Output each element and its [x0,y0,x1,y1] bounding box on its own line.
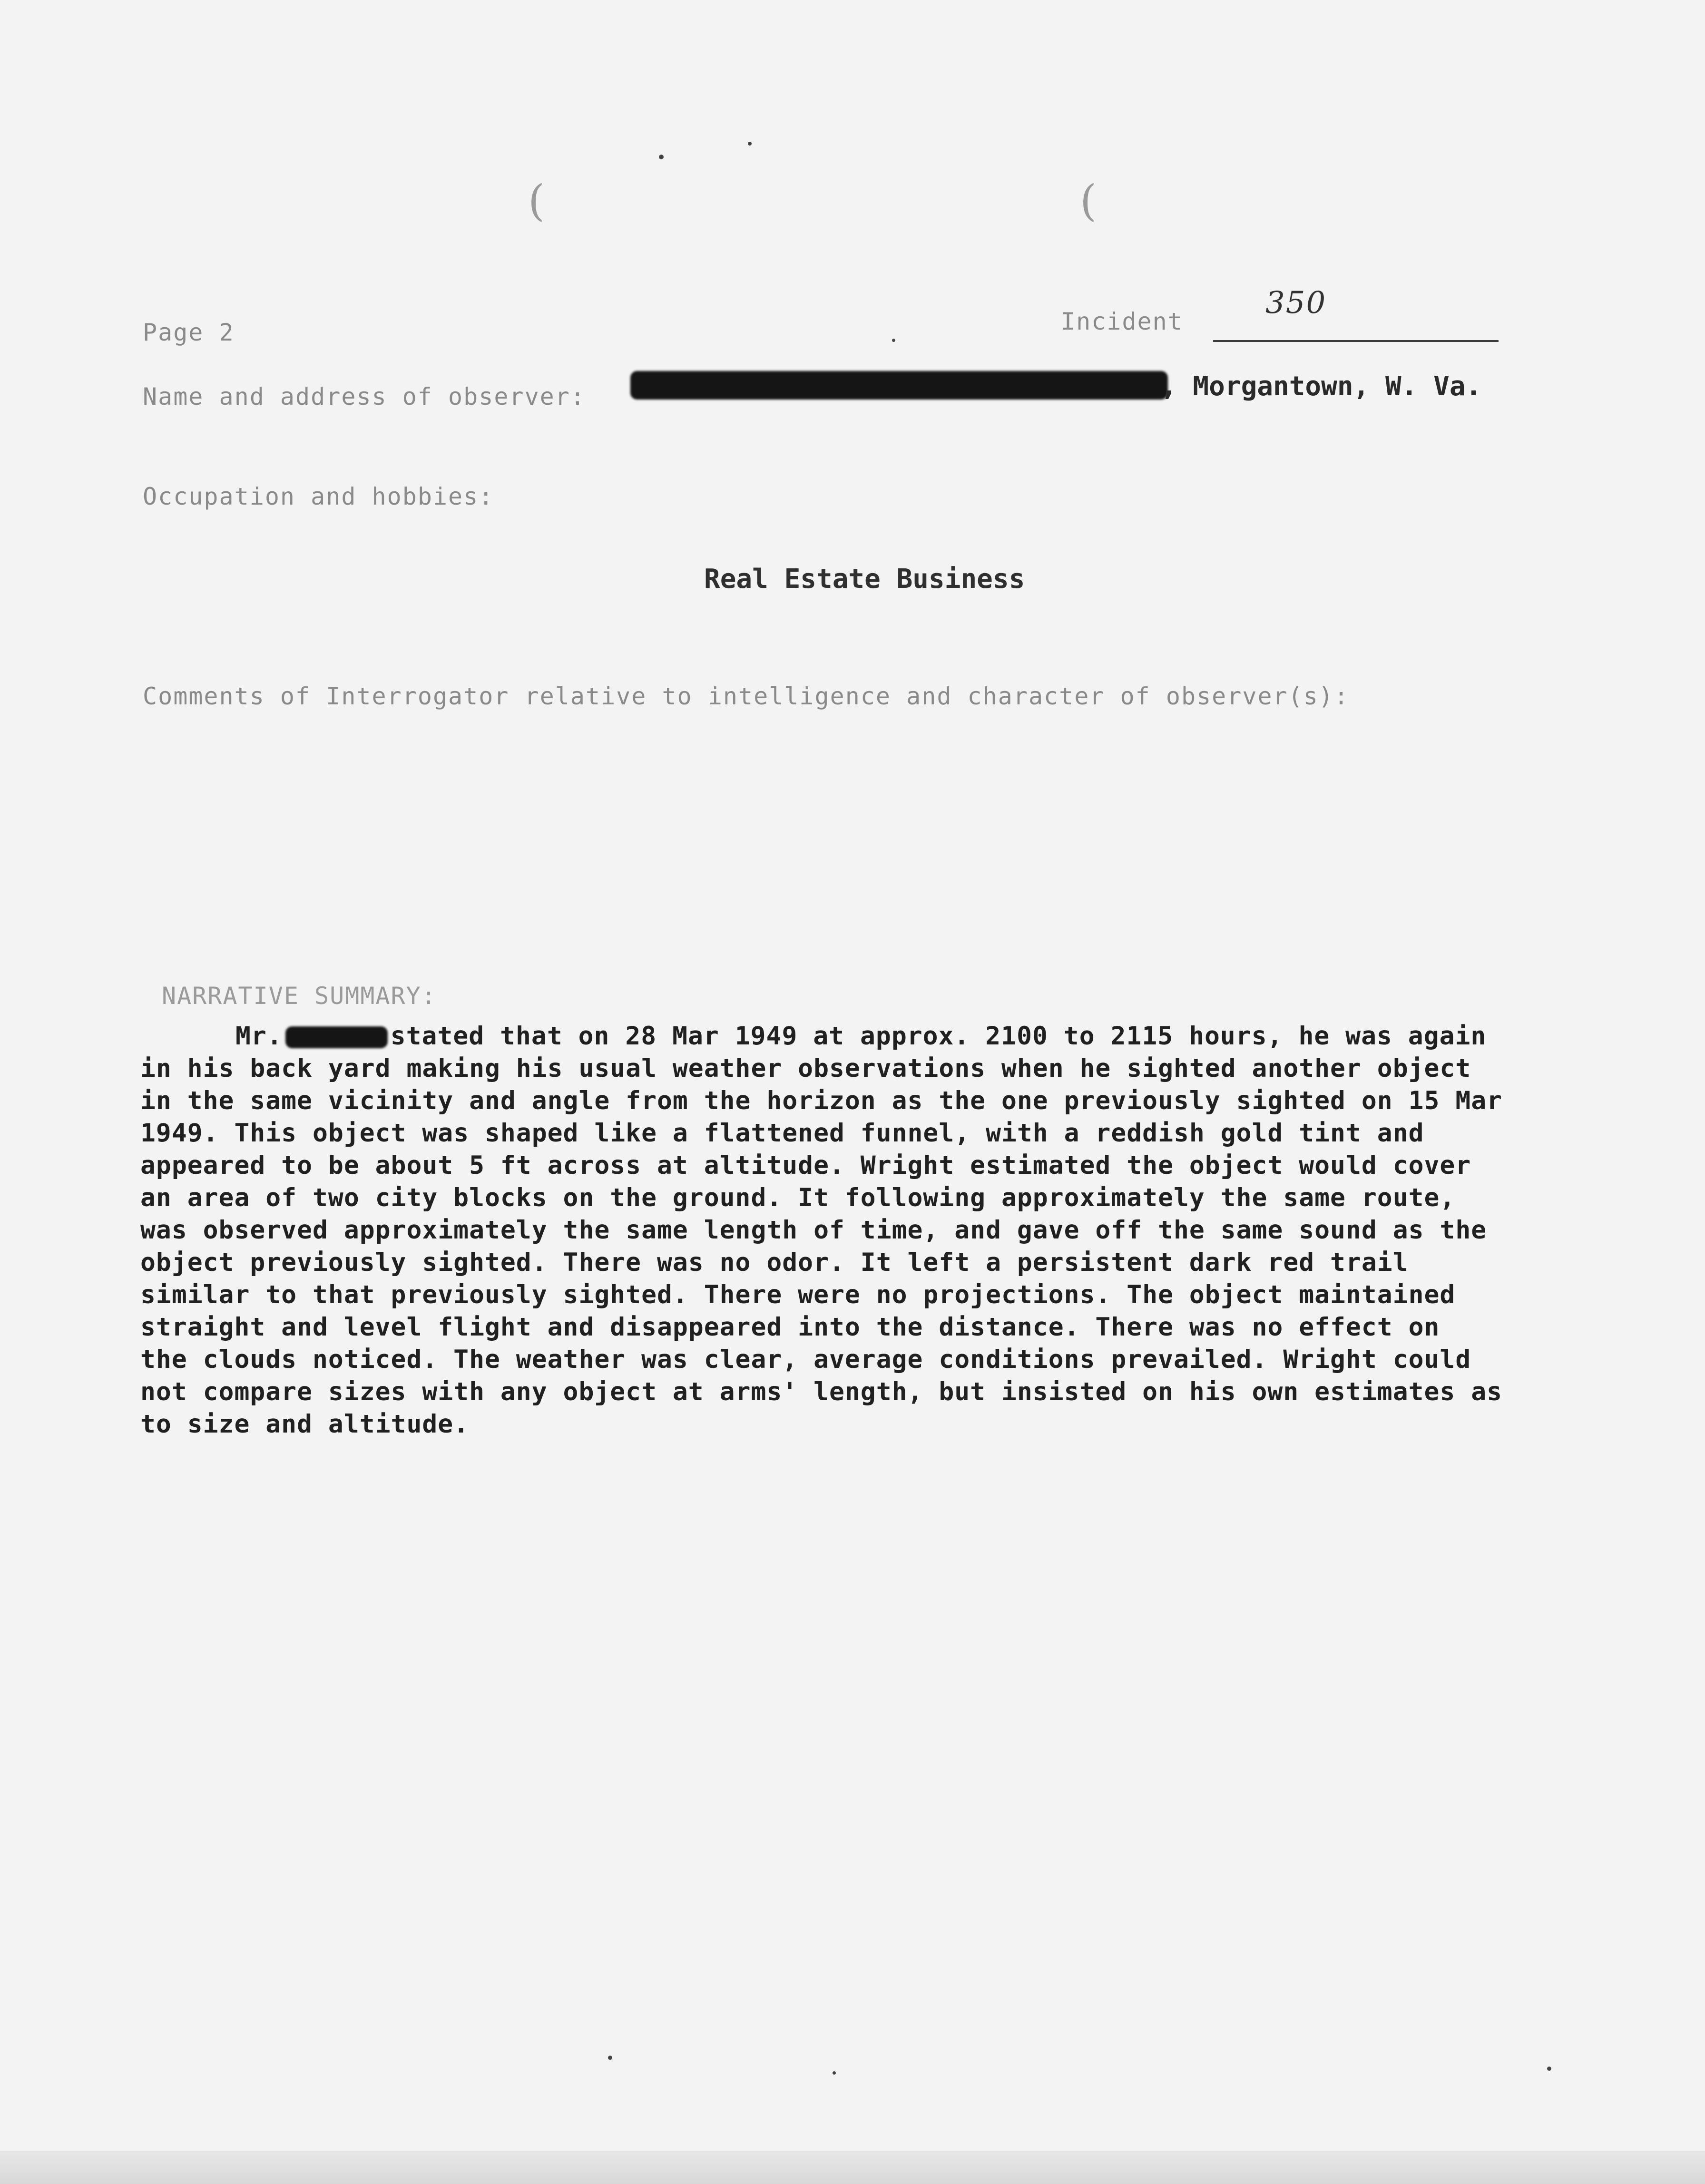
narrative-summary [140,1020,1603,1441]
narrative-line: an area of two city blocks on the ground. It following approximately the same route, [140,1183,1456,1212]
narrative-line: not compare sizes with any object at arms' length, but insisted on his own estimates as [140,1377,1503,1406]
narrative-line: in his back yard making his usual weather observations when he sighted another object [140,1054,1471,1083]
faint-mark-right: ( [1080,176,1097,226]
incident-label: Incident [1061,308,1183,335]
narrative-line: object previously sighted. There was no odor. It left a persistent dark red trail [140,1248,1409,1277]
page-number: Page 2 [143,319,235,346]
occupation-value: Real Estate Business [704,564,1025,595]
incident-number: 350 [1265,285,1327,321]
occupation-label: Occupation and hobbies: [143,483,494,510]
narrative-line: in the same vicinity and angle from the horizon as the one previously sighted on 15 Mar [140,1086,1503,1115]
narrative-line: straight and level flight and disappeared into the distance. There was no effect on [140,1313,1440,1342]
speck [608,2056,612,2060]
narrative-line: Mr. stated that on 28 Mar 1949 at approx. 2100 to 2115 hours, he was again [235,1022,1487,1051]
observer-label: Name and address of observer: [143,383,586,410]
speck [659,155,664,159]
incident-number-underline [1213,340,1499,342]
speck [833,2071,836,2075]
narrative-line: similar to that previously sighted. There were no projections. The object maintained [140,1280,1456,1309]
narrative-prefix: Mr. [235,1022,283,1051]
faint-mark-left: ( [528,176,545,226]
narrative-line: the clouds noticed. The weather was clear, average conditions prevailed. Wright could [140,1345,1471,1374]
redaction-bar-observer-name [630,371,1168,400]
speck [1547,2067,1551,2071]
speck [892,339,895,342]
narrative-line: to size and altitude. [140,1410,470,1439]
redaction-bar-narrative-name [285,1026,388,1048]
narrative-line: was observed approximately the same length of time, and gave off the same sound as the [140,1216,1487,1245]
narrative-heading: NARRATIVE SUMMARY: [162,982,437,1010]
scan-bottom-edge [0,2151,1705,2184]
speck [748,142,752,146]
narrative-line: 1949. This object was shaped like a flattened funnel, with a reddish gold tint and [140,1119,1424,1148]
narrative-line: appeared to be about 5 ft across at altitude. Wright estimated the object would cover [140,1151,1471,1180]
interrogator-comments-label: Comments of Interrogator relative to intelligence and character of observer(s): [143,682,1350,710]
observer-location: , Morgantown, W. Va. [1161,371,1482,402]
